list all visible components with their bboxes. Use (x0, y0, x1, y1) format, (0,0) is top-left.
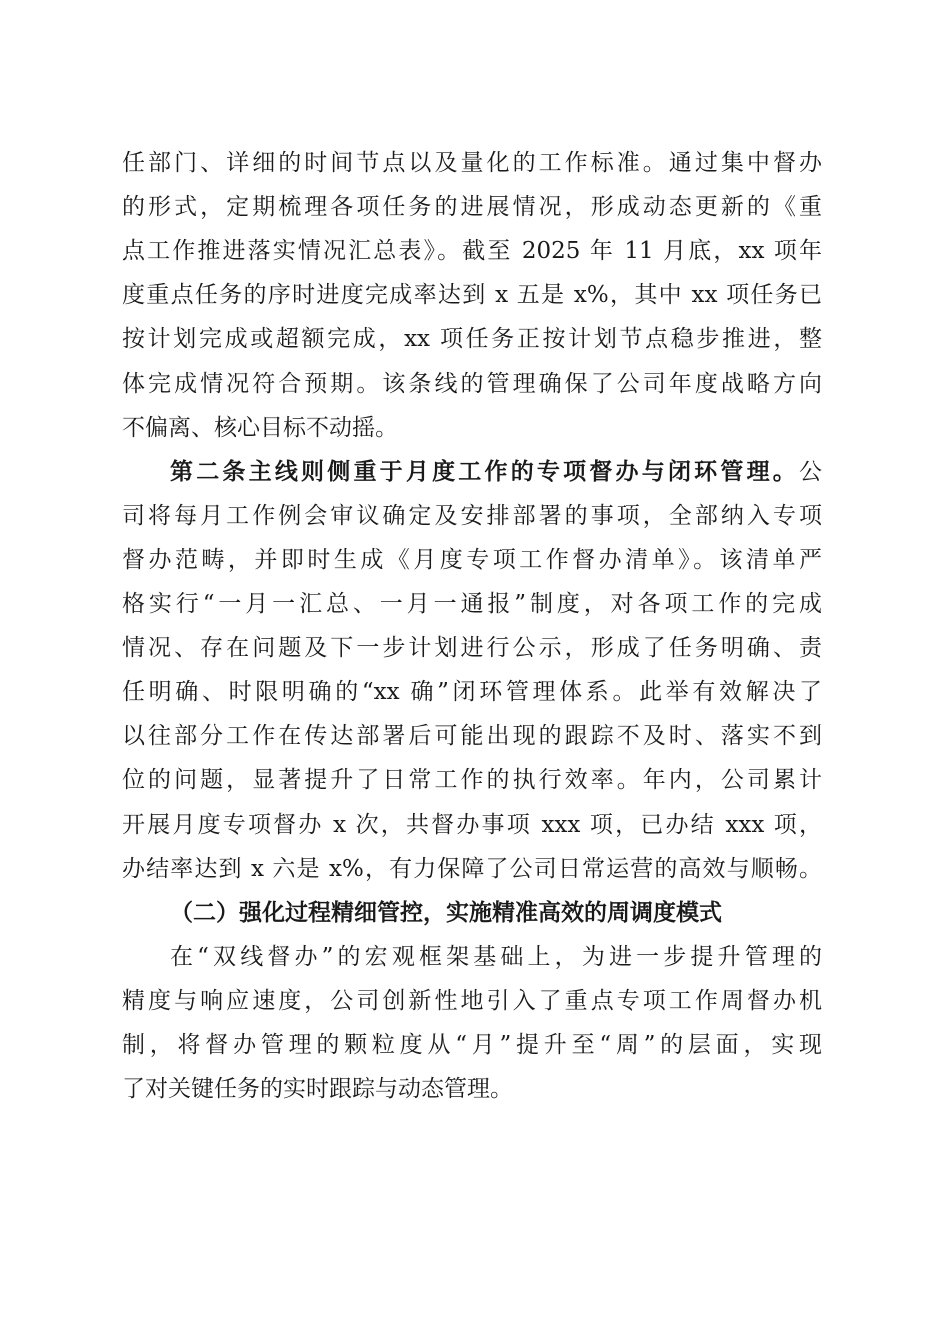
bold-lead-text: 第二条主线则侧重于月度工作的专项督办与闭环管理。 (170, 457, 799, 485)
text-line: 以往部分工作在传达部署后可能出现的跟踪不及时、落实不到 (122, 723, 822, 750)
text-line: 在“双线督办”的宏观框架基础上，为进一步提升管理的 (170, 943, 822, 970)
text-line: 制，将督办管理的颗粒度从“月”提升至“周”的层面，实现 (122, 1032, 822, 1058)
text-line: 的形式，定期梳理各项任务的进展情况，形成动态更新的《重 (122, 194, 822, 221)
text-line: 督办范畴，并即时生成《月度专项工作督办清单》。该清单严 (122, 546, 822, 573)
text-line: 体完成情况符合预期。该条线的管理确保了公司年度战略方向 (122, 370, 822, 397)
text-line: 不偏离、核心目标不动摇。 (122, 414, 398, 441)
text-line: 位的问题，显著提升了日常工作的执行效率。年内，公司累计 (122, 767, 822, 794)
text-line: 格实行“一月一汇总、一月一通报”制度，对各项工作的完成 (122, 591, 822, 617)
section-heading: （二）强化过程精细管控，实施精准高效的周调度模式 (170, 898, 722, 926)
text-line: 司将每月工作例会审议确定及安排部署的事项，全部纳入专项 (122, 502, 822, 529)
text-line: 办结率达到 x 六是 x%，有力保障了公司日常运营的高效与顺畅。 (122, 855, 822, 882)
text-line (170, 457, 822, 487)
text-line: 按计划完成或超额完成，xx 项任务正按计划节点稳步推进，整 (122, 326, 822, 353)
text-line: 精度与响应速度，公司创新性地引入了重点专项工作周督办机 (122, 987, 822, 1014)
text-line: 任明确、时限明确的“xx 确”闭环管理体系。此举有效解决了 (122, 679, 822, 706)
text-line: 情况、存在问题及下一步计划进行公示，形成了任务明确、责 (122, 635, 822, 662)
text-line: 任部门、详细的时间节点以及量化的工作标准。通过集中督办 (122, 150, 822, 176)
text-line: 开展月度专项督办 x 次，共督办事项 xxx 项，已办结 xxx 项， (122, 811, 822, 838)
text-line: 了对关键任务的实时跟踪与动态管理。 (122, 1076, 513, 1103)
text-line: 点工作推进落实情况汇总表》。截至 2025 年 11 月底，xx 项年 (122, 238, 822, 265)
text-line: 度重点任务的序时进度完成率达到 x 五是 x%，其中 xx 项任务已 (122, 282, 822, 309)
line-text: 公 (799, 458, 822, 485)
